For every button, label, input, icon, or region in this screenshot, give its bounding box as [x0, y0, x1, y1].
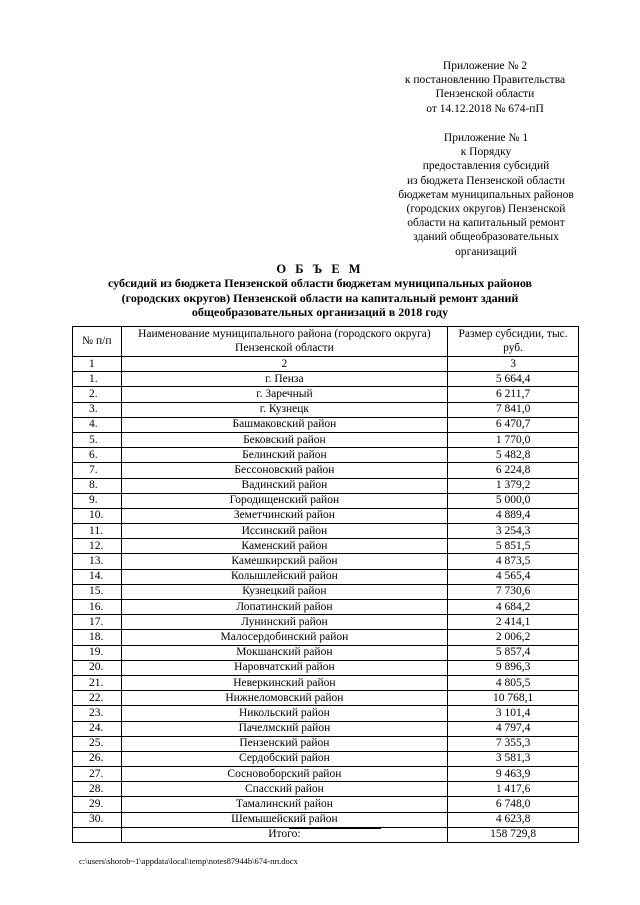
- table-row: [73, 584, 579, 599]
- row-number: 18.: [73, 630, 122, 645]
- table-body: [73, 372, 579, 828]
- row-district-name: Кузнецкий район: [121, 584, 448, 599]
- row-district-name: Спасский район: [121, 782, 448, 797]
- table-row: [73, 417, 579, 432]
- appendix-1-line: из бюджета Пензенской области: [406, 174, 566, 187]
- row-number: 13.: [73, 554, 122, 569]
- row-number: 10.: [73, 508, 122, 523]
- row-district-name: Земетчинский район: [121, 508, 448, 523]
- row-amount: 4 805,5: [448, 675, 579, 690]
- row-number: 21.: [73, 675, 122, 690]
- row-district-name: Малосердобинский район: [121, 630, 448, 645]
- row-amount: 6 211,7: [448, 387, 579, 402]
- row-district-name: Бессоновский район: [121, 463, 448, 478]
- row-amount: 4 889,4: [448, 508, 579, 523]
- row-amount: 1 379,2: [448, 478, 579, 493]
- appendix-2-line: к постановлению Правительства: [404, 74, 566, 87]
- title-line: общеобразовательных организаций в 2018 году: [191, 304, 449, 319]
- divider-line: [289, 828, 381, 829]
- table-header-row: [73, 327, 579, 357]
- table-row: [73, 706, 579, 721]
- row-number: 17.: [73, 615, 122, 630]
- row-amount: 5 664,4: [448, 372, 579, 387]
- row-district-name: Пензенский район: [121, 736, 448, 751]
- row-number: 25.: [73, 736, 122, 751]
- row-district-name: Колышлейский район: [121, 569, 448, 584]
- row-amount: 1 417,6: [448, 782, 579, 797]
- appendix-2-line: Пензенской области: [435, 88, 535, 101]
- row-amount: 9 463,9: [448, 767, 579, 782]
- row-amount: 7 841,0: [448, 402, 579, 417]
- row-amount: 4 623,8: [448, 812, 579, 827]
- row-number: 3.: [73, 402, 122, 417]
- header-amount: Размер субсидии, тыс. руб.: [448, 327, 579, 357]
- row-amount: 2 414,1: [448, 615, 579, 630]
- appendix-1-line: зданий общеобразовательных: [413, 231, 559, 244]
- appendix-1-line: бюджетам муниципальных районов: [398, 188, 574, 201]
- row-amount: 6 748,0: [448, 797, 579, 812]
- document-title: [60, 262, 580, 319]
- column-number: 1: [73, 357, 122, 372]
- table-row: [73, 372, 579, 387]
- row-amount: 3 101,4: [448, 706, 579, 721]
- table-row: [73, 432, 579, 447]
- row-number: 27.: [73, 767, 122, 782]
- row-number: 11.: [73, 524, 122, 539]
- column-number-row: [73, 357, 579, 372]
- table-row: [73, 660, 579, 675]
- appendix-2-line: от 14.12.2018 № 674-пП: [426, 102, 544, 115]
- row-number: 19.: [73, 645, 122, 660]
- column-number: 2: [121, 357, 448, 372]
- row-number: 6.: [73, 448, 122, 463]
- row-district-name: Мокшанский район: [121, 645, 448, 660]
- row-number: 30.: [73, 812, 122, 827]
- row-number: 24.: [73, 721, 122, 736]
- row-amount: 9 896,3: [448, 660, 579, 675]
- row-district-name: Тамалинский район: [121, 797, 448, 812]
- row-amount: 5 851,5: [448, 539, 579, 554]
- table-row: [73, 478, 579, 493]
- row-number: 15.: [73, 584, 122, 599]
- table-row: [73, 645, 579, 660]
- row-district-name: Никольский район: [121, 706, 448, 721]
- row-district-name: Вадинский район: [121, 478, 448, 493]
- row-amount: 4 565,4: [448, 569, 579, 584]
- row-district-name: Шемышейский район: [121, 812, 448, 827]
- table-row: [73, 675, 579, 690]
- appendix-2-line: Приложение № 2: [442, 60, 528, 72]
- title-heading: О Б Ъ Е М: [276, 262, 364, 276]
- table-row: [73, 615, 579, 630]
- appendix-2-block: [385, 59, 585, 116]
- header-name: Наименование муниципального района (городского округа) Пензенской области: [121, 327, 448, 357]
- table-row: [73, 402, 579, 417]
- row-number: 28.: [73, 782, 122, 797]
- row-amount: 3 581,3: [448, 751, 579, 766]
- table-row: [73, 524, 579, 539]
- row-district-name: Каменский район: [121, 539, 448, 554]
- row-amount: 6 224,8: [448, 463, 579, 478]
- row-number: 1.: [73, 372, 122, 387]
- row-amount: 5 000,0: [448, 493, 579, 508]
- table-row: [73, 493, 579, 508]
- row-district-name: Башмаковский район: [121, 417, 448, 432]
- table-row: [73, 797, 579, 812]
- row-district-name: Бековский район: [121, 432, 448, 447]
- row-number: 9.: [73, 493, 122, 508]
- table-row: [73, 767, 579, 782]
- row-amount: 6 470,7: [448, 417, 579, 432]
- row-number: 20.: [73, 660, 122, 675]
- row-district-name: Пачелмский район: [121, 721, 448, 736]
- row-amount: 4 873,5: [448, 554, 579, 569]
- row-number: 29.: [73, 797, 122, 812]
- appendix-1-line: области на капитальный ремонт: [407, 217, 565, 230]
- row-number: 22.: [73, 691, 122, 706]
- row-district-name: Белинский район: [121, 448, 448, 463]
- row-amount: 10 768,1: [448, 691, 579, 706]
- table-row: [73, 782, 579, 797]
- row-number: 7.: [73, 463, 122, 478]
- column-number: 3: [448, 357, 579, 372]
- row-amount: 7 355,3: [448, 736, 579, 751]
- row-number: 12.: [73, 539, 122, 554]
- appendix-1-line: предоставления субсидий: [422, 160, 550, 173]
- row-number: 26.: [73, 751, 122, 766]
- table-row: [73, 508, 579, 523]
- table-row: [73, 539, 579, 554]
- file-path-footer: c:\users\shorob~1\appdata\local\temp\notes87944b\674-пп.docx: [79, 856, 298, 866]
- appendix-1-line: Приложение № 1: [443, 132, 529, 144]
- row-amount: 1 770,0: [448, 432, 579, 447]
- appendix-1-line: (городских округов) Пензенской: [406, 203, 566, 216]
- row-district-name: Наровчатский район: [121, 660, 448, 675]
- total-amount: 158 729,8: [448, 827, 579, 842]
- table-row: [73, 600, 579, 615]
- row-district-name: Лопатинский район: [121, 600, 448, 615]
- row-district-name: г. Заречный: [121, 387, 448, 402]
- title-line: (городских округов) Пензенской области на капитальный ремонт зданий: [121, 290, 519, 305]
- row-number: 5.: [73, 432, 122, 447]
- table-row: [73, 630, 579, 645]
- table-row: [73, 463, 579, 478]
- row-district-name: Городищенский район: [121, 493, 448, 508]
- row-amount: 7 730,6: [448, 584, 579, 599]
- table-row: [73, 387, 579, 402]
- row-district-name: Иссинский район: [121, 524, 448, 539]
- appendix-1-block: [380, 131, 592, 259]
- appendix-1-line: к Порядку: [460, 146, 512, 159]
- row-amount: 4 797,4: [448, 721, 579, 736]
- table-row: [73, 569, 579, 584]
- row-amount: 5 857,4: [448, 645, 579, 660]
- row-amount: 4 684,2: [448, 600, 579, 615]
- row-number: 2.: [73, 387, 122, 402]
- total-row: [73, 827, 579, 842]
- row-district-name: Лунинский район: [121, 615, 448, 630]
- table-row: [73, 448, 579, 463]
- row-number: 14.: [73, 569, 122, 584]
- table-row: [73, 736, 579, 751]
- row-district-name: Нижнеломовский район: [121, 691, 448, 706]
- row-amount: 3 254,3: [448, 524, 579, 539]
- table-row: [73, 812, 579, 827]
- row-district-name: г. Кузнецк: [121, 402, 448, 417]
- header-num: № п/п: [73, 327, 122, 357]
- row-district-name: Камешкирский район: [121, 554, 448, 569]
- row-number: 16.: [73, 600, 122, 615]
- row-district-name: Сосновоборский район: [121, 767, 448, 782]
- subsidy-table: [72, 326, 579, 843]
- total-empty-cell: [73, 827, 122, 842]
- table-row: [73, 554, 579, 569]
- table-row: [73, 691, 579, 706]
- appendix-1-line: организаций: [455, 245, 517, 258]
- row-district-name: Сердобский район: [121, 751, 448, 766]
- row-amount: 5 482,8: [448, 448, 579, 463]
- row-number: 8.: [73, 478, 122, 493]
- table-row: [73, 751, 579, 766]
- row-district-name: г. Пенза: [121, 372, 448, 387]
- title-line: субсидий из бюджета Пензенской области бюджетам муниципальных районов: [107, 276, 533, 291]
- row-number: 4.: [73, 417, 122, 432]
- row-district-name: Неверкинский район: [121, 675, 448, 690]
- row-amount: 2 006,2: [448, 630, 579, 645]
- row-number: 23.: [73, 706, 122, 721]
- table-row: [73, 721, 579, 736]
- total-label: Итого:: [121, 827, 448, 842]
